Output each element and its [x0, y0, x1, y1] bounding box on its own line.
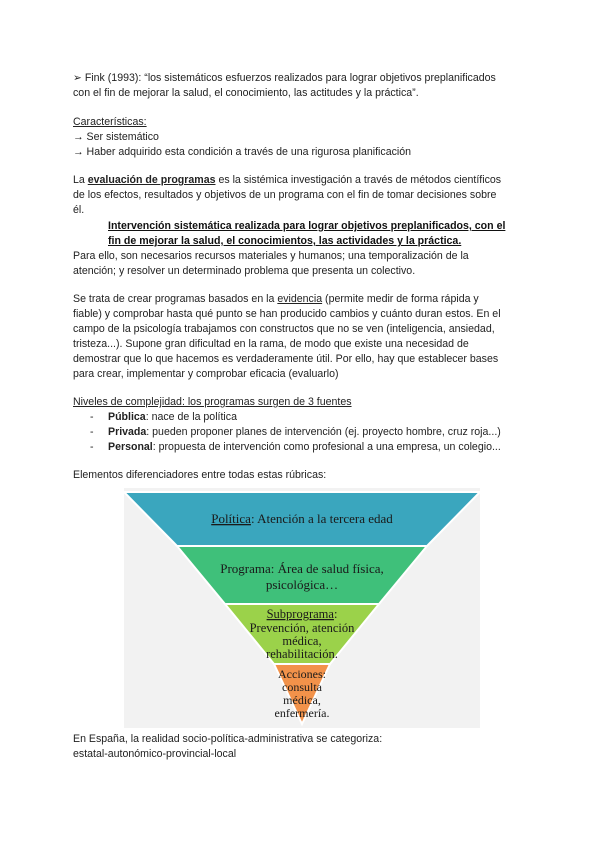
- programa-label-line2: psicológica…: [265, 577, 339, 592]
- evaluacion-prefix: La: [73, 174, 88, 186]
- bullet-dash: -: [90, 426, 94, 438]
- caracteristica-item-1: → Ser sistemático: [73, 131, 159, 143]
- nivel-text: : nace de la política: [145, 411, 237, 423]
- acciones-line2: consulta: [282, 680, 322, 694]
- evidencia-term: evidencia: [277, 293, 323, 305]
- evidencia-line4: tristeza...). Supone gran dificultad en la rama, de modo que existe una necesidad de: [73, 338, 469, 350]
- evaluacion-line3: él.: [73, 204, 85, 216]
- evidencia-line1: [73, 292, 479, 307]
- fink-quote-line1: ➢ Fink (1993): “los sistemáticos esfuerzos realizados para lograr objetivos preplanificados: [73, 72, 496, 84]
- para-ello-line1: Para ello, son necesarios recursos materiales y humanos; una temporalización de la: [73, 250, 469, 262]
- evaluacion-line2: de los efectos, resultados y objetivos de un programa con el fin de tomar decisiones sobre: [73, 189, 497, 201]
- subprograma-label: [267, 607, 338, 621]
- programa-label-line1: Programa: Área de salud física,: [220, 561, 384, 576]
- pyramid-figure: [124, 488, 480, 728]
- nivel-term: Personal: [108, 441, 153, 453]
- fink-quote-line2: con el fin de mejorar la salud, el conocimiento, las actitudes y la práctica”.: [73, 87, 419, 99]
- espana-line1: En España, la realidad socio-política-administrativa se categoriza:: [73, 733, 383, 745]
- nivel-item-personal: [90, 440, 501, 455]
- intervencion-line1: Intervención sistemática realizada para lograr objetivos preplanificados, con el: [108, 220, 506, 232]
- subprograma-term: Subprograma: [266, 607, 334, 621]
- subprograma-line1: Prevención, atención: [249, 621, 355, 635]
- intervencion-line2: fin de mejorar la salud, el conocimientos, las actividades y la práctica.: [108, 235, 462, 247]
- evidencia-line2: fiable) y comprobar hasta qué punto se han producido cambios y cuánto duran estos. En el: [73, 308, 501, 320]
- nivel-term: Privada: [108, 426, 147, 438]
- evidencia-line6: para crear, implementar y comprobar eficacia (evaluarlo): [73, 368, 339, 380]
- subprograma-line3: rehabilitación.: [266, 647, 338, 661]
- evidencia-line3: campo de la psicología trabajamos con constructos que no se ven (inteligencia, ansiedad,: [73, 323, 495, 335]
- acciones-line3: médica,: [283, 693, 321, 707]
- subprograma-line2: médica,: [282, 634, 322, 648]
- caracteristicas-title: Características:: [73, 116, 147, 128]
- niveles-title: Niveles de complejidad: los programas surgen de 3 fuentes: [73, 396, 352, 408]
- evidencia-line5: demostrar que lo que hacemos es verdaderamente útil. Por ello, hay que establecer bases: [73, 353, 499, 365]
- pyramid-diagram: [124, 488, 480, 728]
- nivel-text: : propuesta de intervención como profesional a una empresa, un colegio...: [152, 441, 501, 453]
- nivel-item-publica: [90, 410, 237, 425]
- nivel-item-privada: [90, 425, 501, 440]
- subprograma-rest: :: [333, 607, 338, 621]
- evaluacion-term: evaluación de programas: [87, 174, 216, 186]
- nivel-text: : pueden proponer planes de intervención (ej. proyecto hombre, cruz roja...): [146, 426, 501, 438]
- acciones-line4: enfermería.: [274, 706, 330, 720]
- elementos-title: Elementos diferenciadores entre todas estas rúbricas:: [73, 469, 327, 481]
- acciones-line1: Acciones:: [278, 667, 326, 681]
- evidencia-line1-a: Se trata de crear programas basados en la: [73, 293, 278, 305]
- caracteristica-item-2: → Haber adquirido esta condición a través de una rigurosa planificación: [73, 146, 412, 158]
- evaluacion-line1-rest: es la sistémica investigación a través de métodos científicos: [215, 174, 502, 186]
- politica-rest: : Atención a la tercera edad: [250, 511, 393, 526]
- politica-term: Política: [211, 511, 251, 526]
- bullet-dash: -: [90, 411, 94, 423]
- politica-label: [211, 511, 393, 526]
- evidencia-line1-b: (permite medir de forma rápida y: [322, 293, 479, 305]
- evaluacion-line1: [73, 173, 501, 188]
- espana-line2: estatal-autonómico-provincial-local: [73, 748, 237, 760]
- bullet-dash: -: [90, 441, 94, 453]
- para-ello-line2: atención; y resolver un determinado problema que presenta un colectivo.: [73, 265, 416, 277]
- nivel-term: Pública: [108, 411, 146, 423]
